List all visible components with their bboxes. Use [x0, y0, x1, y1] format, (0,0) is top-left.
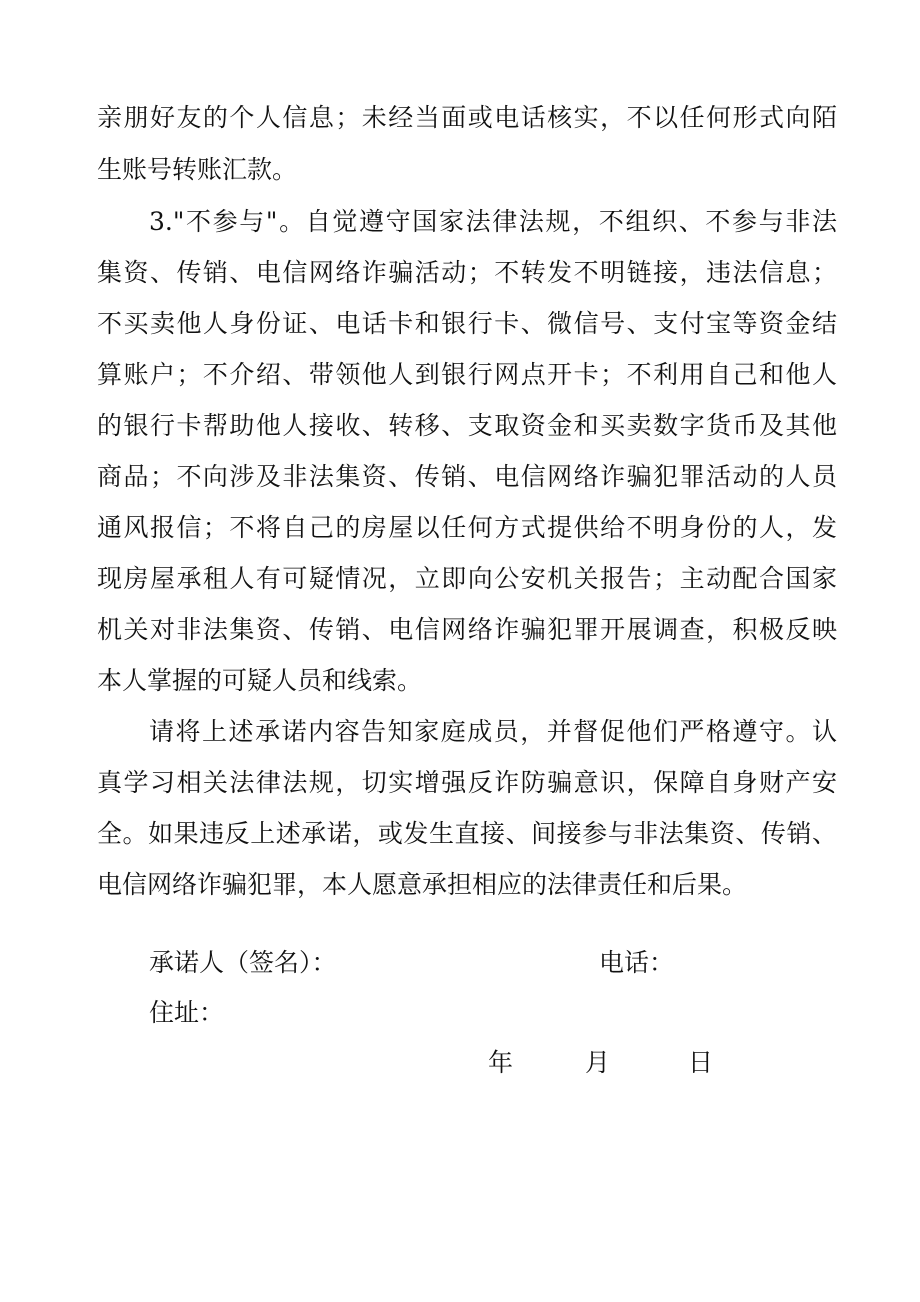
paragraph-line: 集资、传销、电信网络诈骗活动；不转发不明链接，违法信息；	[97, 258, 837, 287]
paragraph-line: 通风报信；不将自己的房屋以任何方式提供给不明身份的人，发	[97, 513, 837, 542]
paragraph-line: 算账户；不介绍、带领他人到银行网点开卡；不利用自己和他人	[97, 360, 837, 389]
paragraph-line: 真学习相关法律法规，切实增强反诈防骗意识，保障自身财产安	[97, 768, 837, 797]
phone-label: 电话：	[599, 948, 675, 977]
paragraph-line: 电信网络诈骗犯罪，本人愿意承担相应的法律责任和后果。	[97, 870, 748, 899]
date-month-label: 月	[585, 1048, 611, 1077]
paragraph-line: 请将上述承诺内容告知家庭成员，并督促他们严格遵守。认	[149, 717, 837, 746]
paragraph-line: 3."不参与"。自觉遵守国家法律法规，不组织、不参与非法	[149, 207, 837, 236]
paragraph-line: 不买卖他人身份证、电话卡和银行卡、微信号、支付宝等资金结	[97, 309, 837, 338]
promisor-signature-label: 承诺人（签名）：	[149, 948, 337, 977]
paragraph-line: 商品；不向涉及非法集资、传销、电信网络诈骗犯罪活动的人员	[97, 462, 837, 491]
paragraph-line: 本人掌握的可疑人员和线索。	[97, 666, 423, 695]
paragraph-line: 的银行卡帮助他人接收、转移、支取资金和买卖数字货币及其他	[97, 411, 837, 440]
date-year-label: 年	[488, 1048, 514, 1077]
paragraph-line: 现房屋承租人有可疑情况，立即向公安机关报告；主动配合国家	[97, 564, 837, 593]
paragraph-line: 全。如果违反上述承诺，或发生直接、间接参与非法集资、传销、	[97, 819, 837, 848]
date-day-label: 日	[688, 1048, 714, 1077]
paragraph-line: 机关对非法集资、传销、电信网络诈骗犯罪开展调查，积极反映	[97, 615, 837, 644]
paragraph-line: 生账号转账汇款。	[97, 155, 298, 184]
address-label: 住址：	[149, 998, 225, 1027]
paragraph-line: 亲朋好友的个人信息；未经当面或电话核实，不以任何形式向陌	[97, 103, 837, 132]
